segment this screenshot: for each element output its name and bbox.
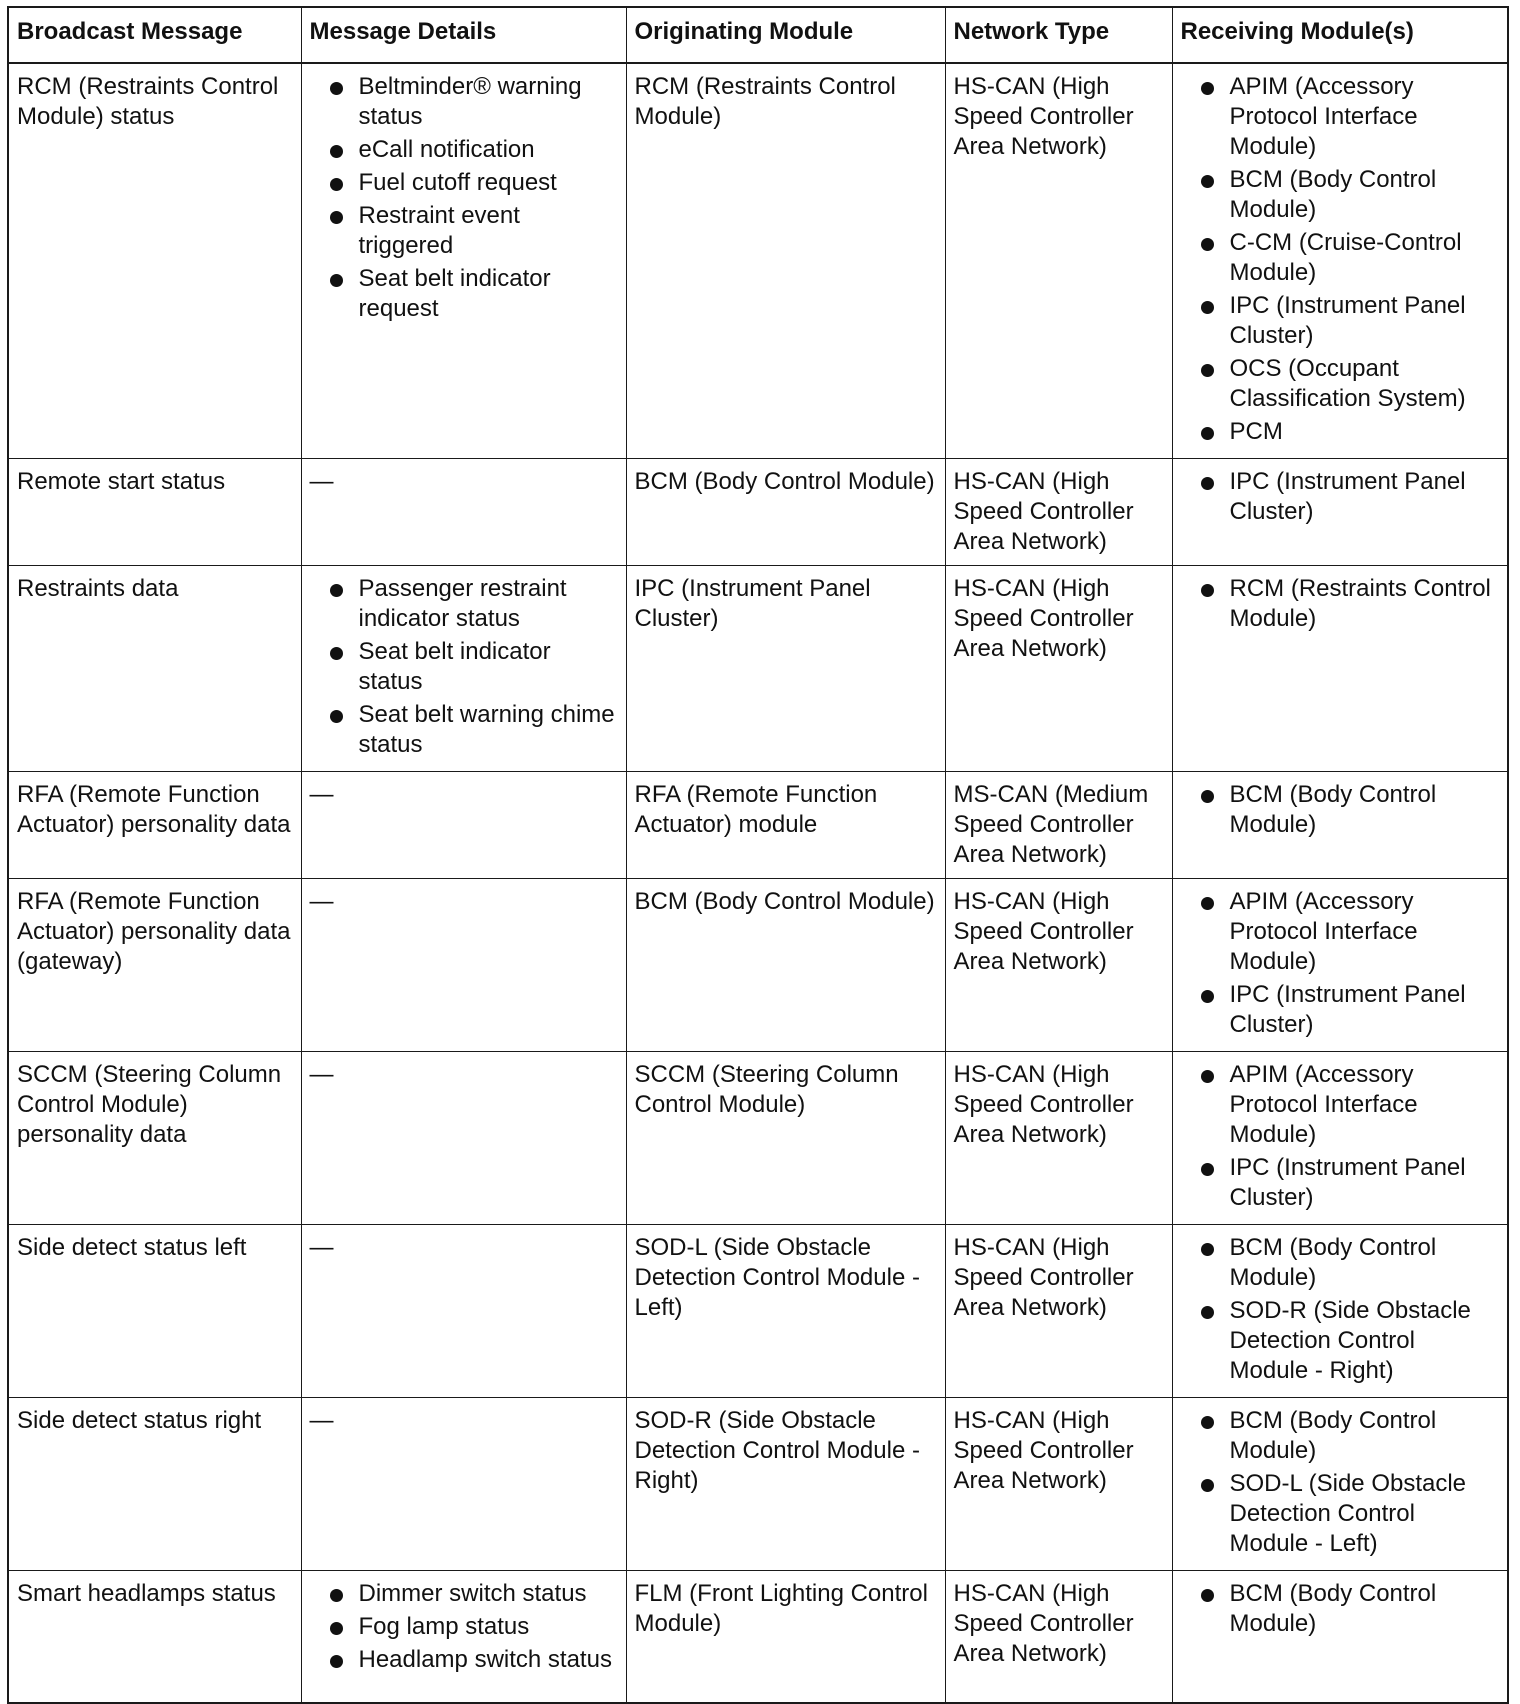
cell-receiving-modules — [1172, 772, 1508, 879]
cell-originating-module: RFA (Remote Function Actuator) module — [626, 772, 945, 879]
header-network-type: Network Type — [945, 7, 1172, 63]
cell-broadcast-message: RCM (Restraints Control Module) status — [8, 63, 301, 459]
header-originating-module: Originating Module — [626, 7, 945, 63]
cell-receiving-modules — [1172, 566, 1508, 772]
cell-broadcast-message: Side detect status left — [8, 1225, 301, 1398]
cell-originating-module: BCM (Body Control Module) — [626, 879, 945, 1052]
receiver-item: APIM (Accessory Protocol Interface Module) — [1181, 1060, 1500, 1150]
cell-message-details — [301, 1052, 626, 1225]
cell-message-details — [301, 1398, 626, 1571]
empty-dash: — — [309, 468, 334, 495]
cell-receiving-modules-list — [1181, 1060, 1500, 1213]
detail-item: Beltminder® warning status — [310, 72, 618, 132]
table-row — [8, 459, 1508, 566]
receiver-item: SOD-R (Side Obstacle Detection Control Module - Right) — [1181, 1296, 1500, 1386]
cell-message-details — [301, 566, 626, 772]
cell-originating-module: BCM (Body Control Module) — [626, 459, 945, 566]
cell-network-type: HS-CAN (High Speed Controller Area Network) — [945, 1571, 1172, 1703]
detail-item: Dimmer switch status — [310, 1579, 618, 1609]
table-body — [8, 63, 1508, 1703]
cell-message-details — [301, 1571, 626, 1703]
cell-receiving-modules-list — [1181, 72, 1500, 447]
cell-receiving-modules — [1172, 63, 1508, 459]
table-row — [8, 1052, 1508, 1225]
cell-originating-module: SOD-L (Side Obstacle Detection Control Module - Left) — [626, 1225, 945, 1398]
receiver-item: IPC (Instrument Panel Cluster) — [1181, 980, 1500, 1040]
cell-network-type: HS-CAN (High Speed Controller Area Network) — [945, 1225, 1172, 1398]
cell-receiving-modules-list — [1181, 887, 1500, 1040]
cell-message-details — [301, 879, 626, 1052]
cell-network-type: HS-CAN (High Speed Controller Area Network) — [945, 1398, 1172, 1571]
detail-item: Passenger restraint indicator status — [310, 574, 618, 634]
receiver-item: RCM (Restraints Control Module) — [1181, 574, 1500, 634]
cell-receiving-modules-list — [1181, 1579, 1500, 1639]
cell-network-type: HS-CAN (High Speed Controller Area Network) — [945, 459, 1172, 566]
header-broadcast-message: Broadcast Message — [8, 7, 301, 63]
cell-message-details — [301, 63, 626, 459]
table-row — [8, 772, 1508, 879]
header-row — [8, 7, 1508, 63]
empty-dash: — — [309, 781, 334, 808]
cell-network-type: MS-CAN (Medium Speed Controller Area Network) — [945, 772, 1172, 879]
cell-receiving-modules — [1172, 879, 1508, 1052]
detail-item: Headlamp switch status — [310, 1645, 618, 1675]
table-row — [8, 1571, 1508, 1703]
cell-broadcast-message: RFA (Remote Function Actuator) personality data — [8, 772, 301, 879]
table-row — [8, 1225, 1508, 1398]
cell-message-details — [301, 1225, 626, 1398]
cell-receiving-modules-list — [1181, 780, 1500, 840]
receiver-item: IPC (Instrument Panel Cluster) — [1181, 467, 1500, 527]
cell-broadcast-message: Restraints data — [8, 566, 301, 772]
detail-item: Fuel cutoff request — [310, 168, 618, 198]
receiver-item: BCM (Body Control Module) — [1181, 1406, 1500, 1466]
cell-receiving-modules — [1172, 1571, 1508, 1703]
cell-originating-module: SOD-R (Side Obstacle Detection Control Module - Right) — [626, 1398, 945, 1571]
cell-receiving-modules-list — [1181, 467, 1500, 527]
cell-broadcast-message: Side detect status right — [8, 1398, 301, 1571]
network-messages-table — [7, 6, 1509, 1704]
cell-broadcast-message: SCCM (Steering Column Control Module) personality data — [8, 1052, 301, 1225]
cell-originating-module: SCCM (Steering Column Control Module) — [626, 1052, 945, 1225]
detail-item: Fog lamp status — [310, 1612, 618, 1642]
cell-receiving-modules-list — [1181, 1406, 1500, 1559]
table-row — [8, 566, 1508, 772]
cell-broadcast-message: RFA (Remote Function Actuator) personality data (gateway) — [8, 879, 301, 1052]
receiver-item: IPC (Instrument Panel Cluster) — [1181, 291, 1500, 351]
receiver-item: PCM — [1181, 417, 1500, 447]
receiver-item: C-CM (Cruise-Control Module) — [1181, 228, 1500, 288]
receiver-item: SOD-L (Side Obstacle Detection Control Module - Left) — [1181, 1469, 1500, 1559]
cell-message-details-list — [310, 72, 618, 324]
empty-dash: — — [309, 1061, 334, 1088]
receiver-item: BCM (Body Control Module) — [1181, 1233, 1500, 1293]
cell-network-type: HS-CAN (High Speed Controller Area Network) — [945, 63, 1172, 459]
table-header — [8, 7, 1508, 63]
receiver-item: BCM (Body Control Module) — [1181, 1579, 1500, 1639]
detail-item: eCall notification — [310, 135, 618, 165]
cell-message-details-list — [310, 574, 618, 760]
empty-dash: — — [309, 1407, 334, 1434]
cell-network-type: HS-CAN (High Speed Controller Area Network) — [945, 566, 1172, 772]
header-receiving-modules: Receiving Module(s) — [1172, 7, 1508, 63]
cell-receiving-modules — [1172, 1398, 1508, 1571]
receiver-item: IPC (Instrument Panel Cluster) — [1181, 1153, 1500, 1213]
table-row — [8, 1398, 1508, 1571]
receiver-item: APIM (Accessory Protocol Interface Module) — [1181, 72, 1500, 162]
cell-broadcast-message: Remote start status — [8, 459, 301, 566]
cell-originating-module: FLM (Front Lighting Control Module) — [626, 1571, 945, 1703]
receiver-item: BCM (Body Control Module) — [1181, 165, 1500, 225]
empty-dash: — — [309, 888, 334, 915]
table-row — [8, 879, 1508, 1052]
cell-originating-module: IPC (Instrument Panel Cluster) — [626, 566, 945, 772]
cell-receiving-modules — [1172, 459, 1508, 566]
cell-network-type: HS-CAN (High Speed Controller Area Network) — [945, 1052, 1172, 1225]
cell-network-type: HS-CAN (High Speed Controller Area Network) — [945, 879, 1172, 1052]
receiver-item: APIM (Accessory Protocol Interface Module) — [1181, 887, 1500, 977]
empty-dash: — — [309, 1234, 334, 1261]
receiver-item: BCM (Body Control Module) — [1181, 780, 1500, 840]
cell-receiving-modules-list — [1181, 574, 1500, 634]
table-row — [8, 63, 1508, 459]
cell-receiving-modules — [1172, 1225, 1508, 1398]
cell-message-details — [301, 459, 626, 566]
cell-receiving-modules — [1172, 1052, 1508, 1225]
detail-item: Seat belt indicator status — [310, 637, 618, 697]
receiver-item: OCS (Occupant Classification System) — [1181, 354, 1500, 414]
cell-message-details — [301, 772, 626, 879]
cell-originating-module: RCM (Restraints Control Module) — [626, 63, 945, 459]
cell-receiving-modules-list — [1181, 1233, 1500, 1386]
detail-item: Restraint event triggered — [310, 201, 618, 261]
cell-broadcast-message: Smart headlamps status — [8, 1571, 301, 1703]
cell-message-details-list — [310, 1579, 618, 1675]
detail-item: Seat belt indicator request — [310, 264, 618, 324]
header-message-details: Message Details — [301, 7, 626, 63]
detail-item: Seat belt warning chime status — [310, 700, 618, 760]
